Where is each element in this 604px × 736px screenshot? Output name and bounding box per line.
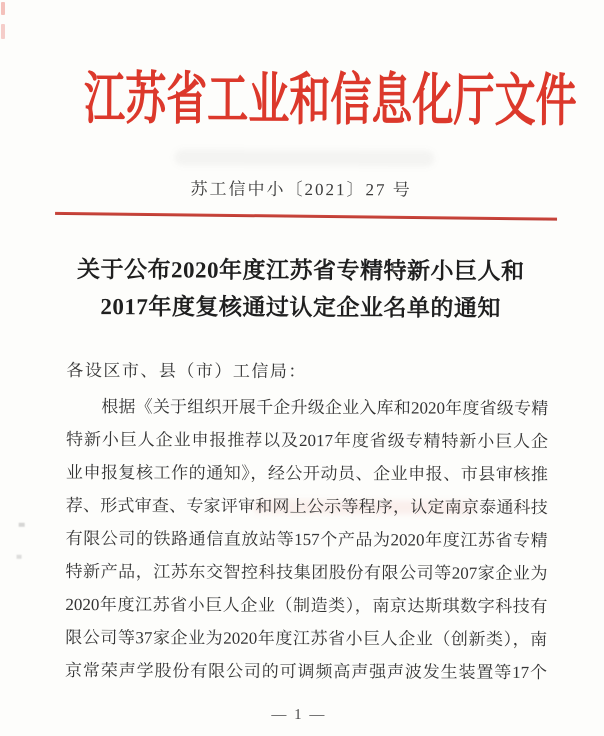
- red-divider-line: [55, 212, 557, 221]
- scan-artifact-speck: [17, 555, 22, 559]
- body-line: 业申报复核工作的通知》，经公开动员、企业申报、市县审核推: [65, 462, 548, 485]
- page-number: — 1 —: [271, 706, 327, 724]
- scan-artifact-speck: [19, 523, 25, 527]
- body-line: 2020年度江苏省小巨人企业（制造类），南京达斯琪数字科技有: [65, 594, 548, 617]
- document-title: [0, 251, 603, 328]
- body-line: 特新小巨人企业申报推荐以及2017年度省级专精特新小巨人企: [66, 429, 549, 452]
- document-number: 苏工信中小〔2021〕27 号: [190, 179, 412, 200]
- body-line: 限公司等37家企业为2020年度江苏省小巨人企业（创新类），南: [65, 627, 548, 650]
- body-line: 根据《关于组织开展千企升级企业入库和2020年度省级专精: [101, 397, 549, 419]
- document-title-line1: 关于公布2020年度江苏省专精特新小巨人和: [77, 257, 525, 284]
- body-line: 荐、形式审查、专家评审和网上公示等程序，认定南京泰通科技: [65, 495, 548, 518]
- body-paragraph: [65, 390, 548, 689]
- body-line: 京常荣声学股份有限公司的可调频高声强声波发生装置等17个: [65, 660, 548, 683]
- body-line: 特新产品，江苏东交智控科技集团股份有限公司等207家企业为: [65, 561, 548, 584]
- salutation-line: 各设区市、县（市）工信局：: [66, 360, 307, 382]
- body-line: 有限公司的铁路通信直放站等157个产品为2020年度江苏省专精: [65, 528, 548, 551]
- scan-artifact-smudge: [174, 149, 434, 166]
- agency-header-title: 江苏省工业和信息化厅文件: [83, 68, 577, 134]
- document-title-line2: 2017年度复核通过认定企业名单的通知: [100, 294, 501, 321]
